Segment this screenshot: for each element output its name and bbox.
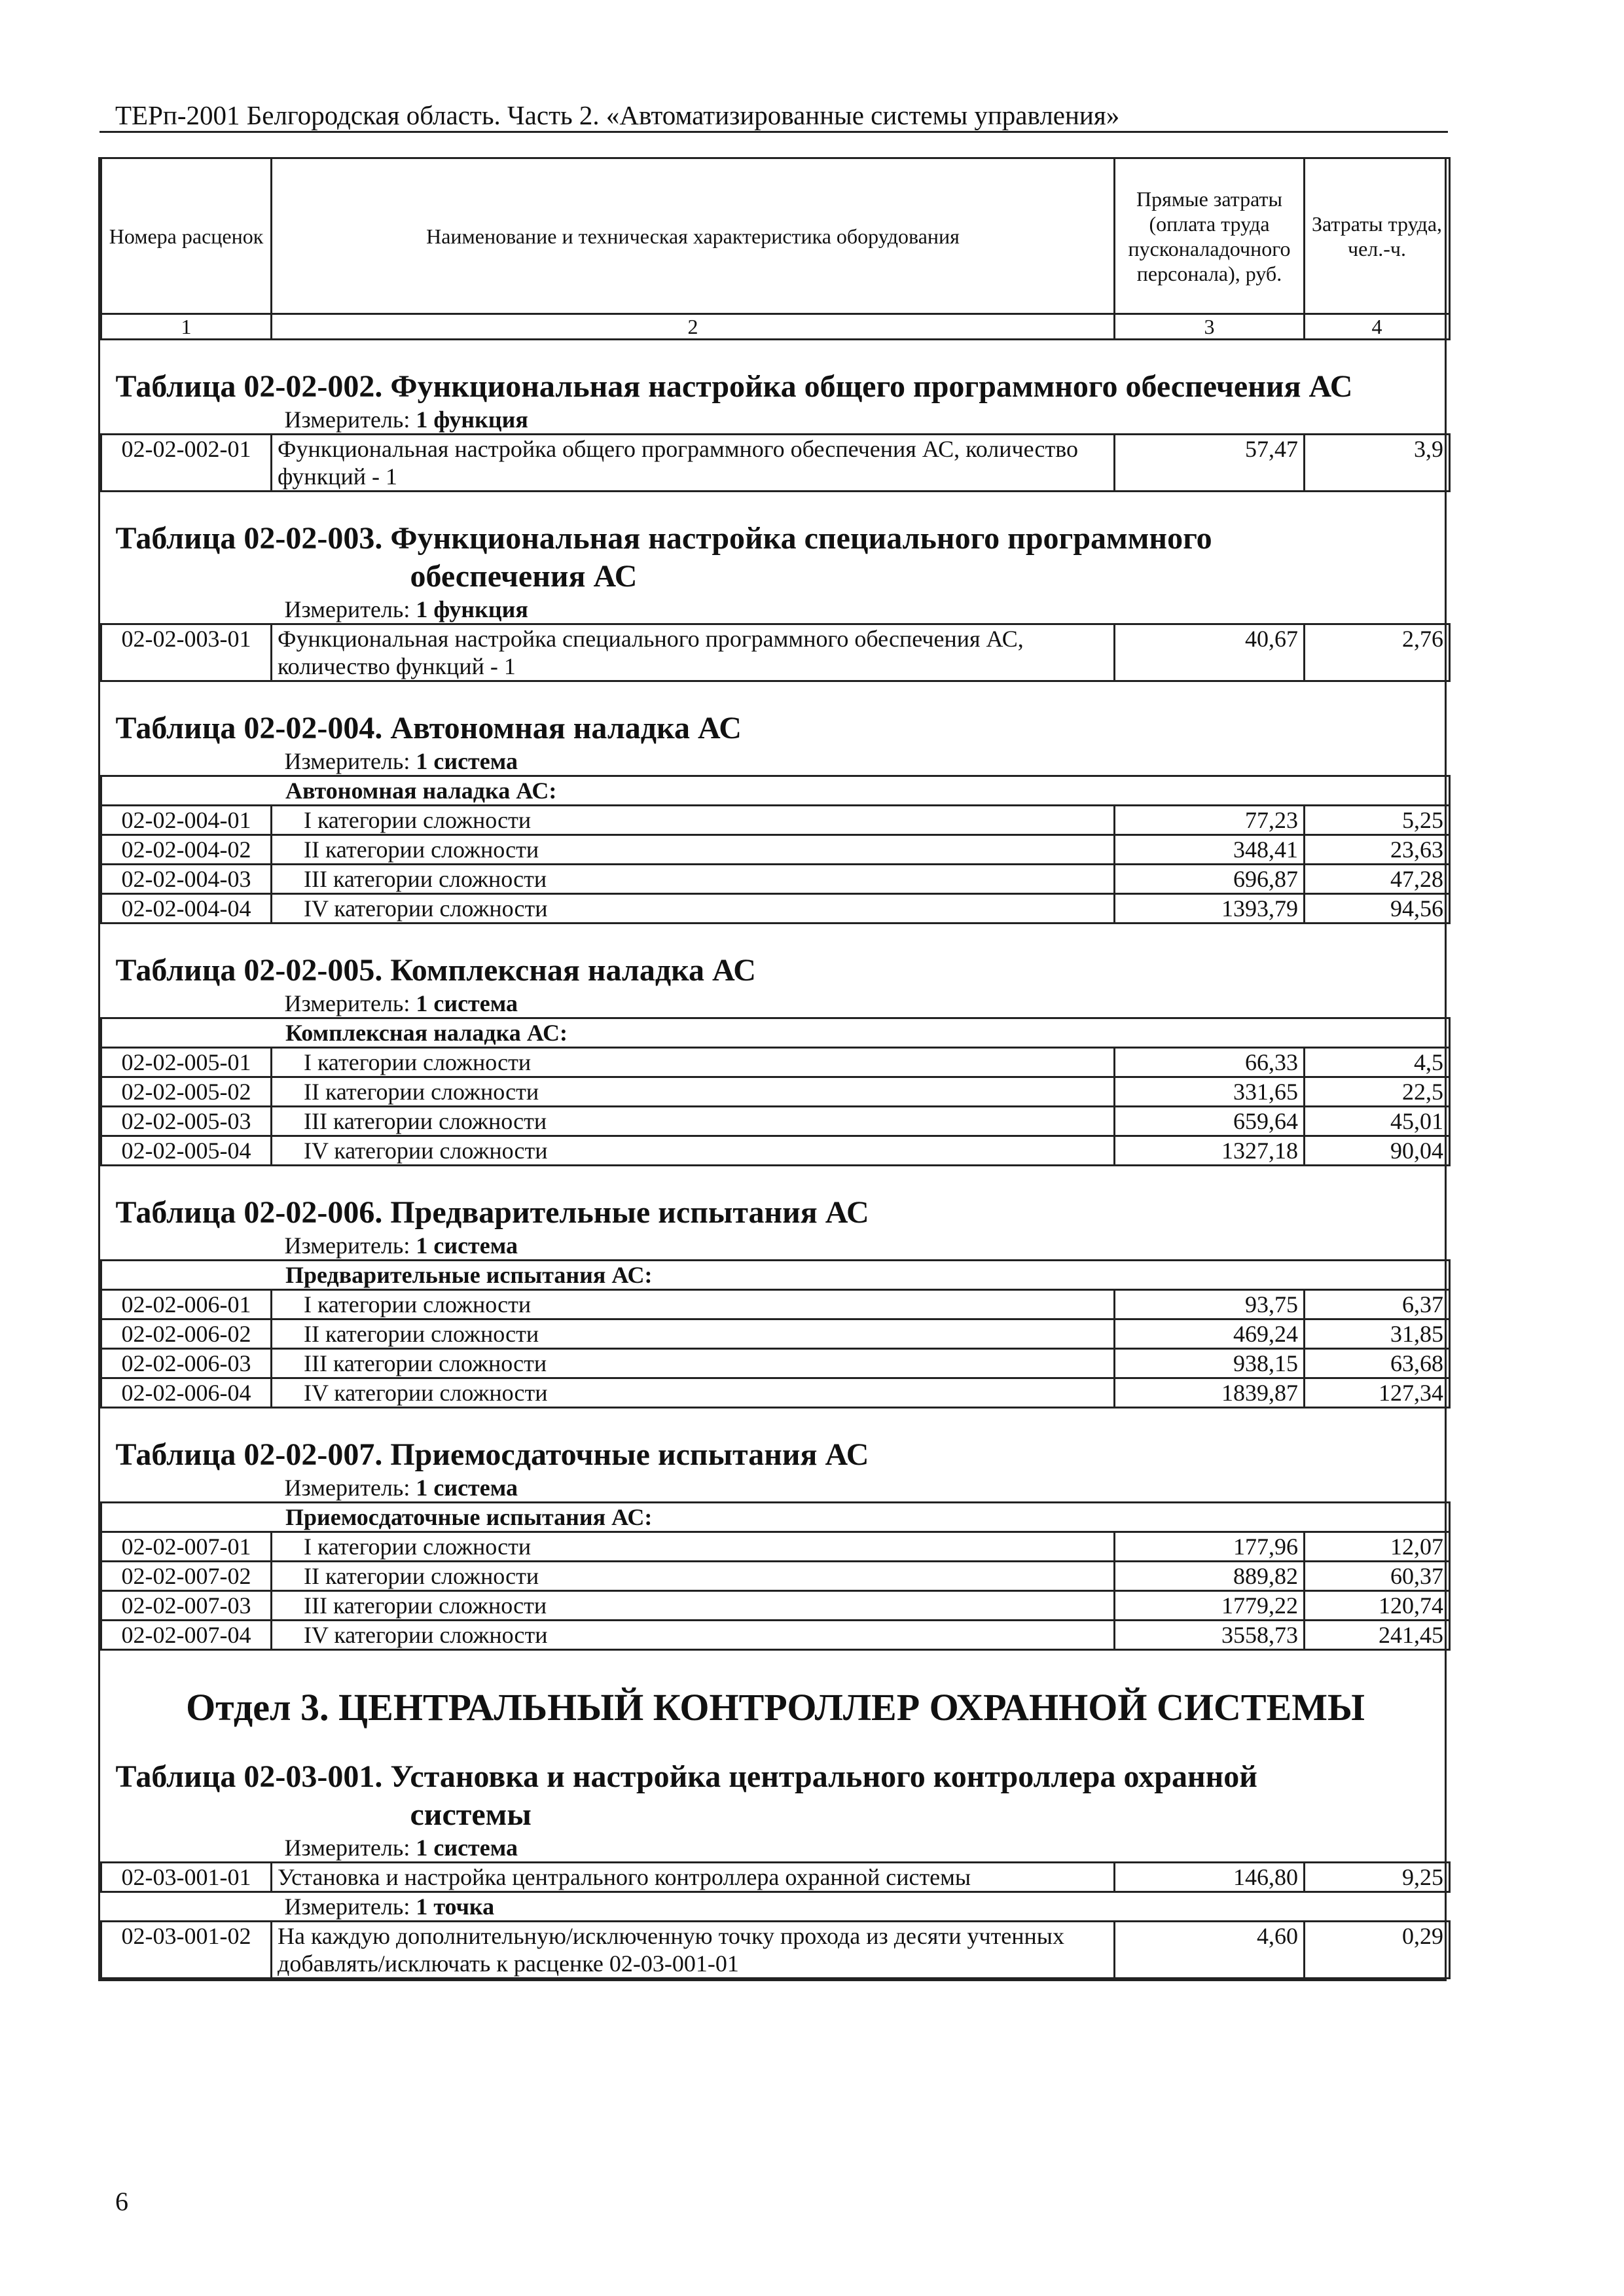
rate-code-cell: 02-02-003-01 (101, 624, 272, 681)
value-cell: 60,37 (1305, 1562, 1450, 1591)
table-row (101, 1136, 1450, 1166)
value-cell: 31,85 (1305, 1319, 1450, 1349)
measure-line (101, 1834, 1450, 1863)
name-cell: I категории сложности (272, 1048, 1115, 1077)
text-label: Измеритель: (284, 990, 410, 1016)
col-num-2: 2 (272, 314, 1115, 340)
text-label: Измеритель: (284, 1893, 410, 1920)
name-cell: I категории сложности (272, 1290, 1115, 1319)
name-cell: IV категории сложности (272, 1136, 1115, 1166)
rate-code-cell: 02-02-007-02 (101, 1562, 272, 1591)
name-cell: II категории сложности (272, 1077, 1115, 1107)
rate-code-cell: 02-02-007-04 (101, 1621, 272, 1650)
page-number: 6 (115, 2187, 128, 2216)
text-label: Измеритель: (284, 1475, 410, 1501)
table-row (101, 435, 1450, 492)
text-label: Таблица 02-02-003. Функциональная настройка специального программного (115, 521, 1212, 556)
value-cell: 3558,73 (1115, 1621, 1305, 1650)
text-label: Измеритель: (284, 406, 410, 433)
value-cell: 63,68 (1305, 1349, 1450, 1378)
value-cell: 1327,18 (1115, 1136, 1305, 1166)
table-row (101, 1562, 1450, 1591)
name-cell: I категории сложности (272, 1532, 1115, 1562)
name-cell: IV категории сложности (272, 1378, 1115, 1408)
rate-code-cell: 02-02-005-01 (101, 1048, 272, 1077)
table-title-02-02-006: Таблица 02-02-006. Предварительные испытания АС (115, 1195, 869, 1230)
table-title-02-02-003 (101, 492, 1450, 596)
text-label: 1 точка (416, 1893, 495, 1920)
col-num-3: 3 (1115, 314, 1305, 340)
document-frame (98, 157, 1447, 1981)
name-cell: На каждую дополнительную/исключенную точку прохода из десяти учтенных добавлять/исключать к расценке 02-03-001-01 (272, 1922, 1115, 1979)
rate-code-cell: 02-02-004-03 (101, 865, 272, 894)
value-cell: 9,25 (1305, 1863, 1450, 1892)
table-row (101, 865, 1450, 894)
text-label: 1 система (416, 1835, 518, 1861)
text-label: 1 функция (416, 406, 528, 433)
name-cell: II категории сложности (272, 1562, 1115, 1591)
text-label: 1 система (416, 1475, 518, 1501)
measure-line (101, 1232, 1450, 1261)
subheading: Комплексная наладка АС: (101, 1018, 1450, 1048)
table-row (101, 1319, 1450, 1349)
name-cell: Установка и настройка центрального контроллера охранной системы (272, 1863, 1115, 1892)
value-cell: 45,01 (1305, 1107, 1450, 1136)
text-label: обеспечения АС (410, 559, 638, 594)
text-label: системы (410, 1797, 532, 1832)
value-cell: 93,75 (1115, 1290, 1305, 1319)
col-labor: Затраты труда, чел.-ч. (1305, 158, 1450, 314)
value-cell: 889,82 (1115, 1562, 1305, 1591)
column-header-row (101, 158, 1450, 314)
value-cell: 47,28 (1305, 865, 1450, 894)
rates-table (100, 157, 1451, 1979)
table-title-02-02-007: Таблица 02-02-007. Приемосдаточные испытания АС (115, 1437, 869, 1472)
rate-code-cell: 02-02-004-01 (101, 806, 272, 835)
name-cell: III категории сложности (272, 1349, 1115, 1378)
name-cell: IV категории сложности (272, 1621, 1115, 1650)
table-title-02-02-002: Таблица 02-02-002. Функциональная настройка общего программного обеспечения АС (115, 369, 1353, 404)
rate-code-cell: 02-03-001-01 (101, 1863, 272, 1892)
table-row (101, 1107, 1450, 1136)
value-cell: 3,9 (1305, 435, 1450, 492)
header-rule (99, 131, 1448, 133)
measure-line (101, 1892, 1450, 1922)
table-row (101, 1591, 1450, 1621)
rate-code-cell: 02-02-007-01 (101, 1532, 272, 1562)
rate-code-cell: 02-02-006-03 (101, 1349, 272, 1378)
value-cell: 0,29 (1305, 1922, 1450, 1979)
text-label: 1 функция (416, 596, 528, 622)
name-cell: Функциональная настройка специального программного обеспечения АС, количество функций - 1 (272, 624, 1115, 681)
name-cell: I категории сложности (272, 806, 1115, 835)
table-row (101, 1077, 1450, 1107)
col-rate-number: Номера расценок (101, 158, 272, 314)
value-cell: 659,64 (1115, 1107, 1305, 1136)
name-cell: III категории сложности (272, 865, 1115, 894)
value-cell: 22,5 (1305, 1077, 1450, 1107)
table-row (101, 1922, 1450, 1979)
table-row (101, 1378, 1450, 1408)
value-cell: 696,87 (1115, 865, 1305, 894)
table-row (101, 806, 1450, 835)
value-cell: 120,74 (1305, 1591, 1450, 1621)
table-row (101, 1290, 1450, 1319)
value-cell: 12,07 (1305, 1532, 1450, 1562)
name-cell: IV категории сложности (272, 894, 1115, 924)
table-row (101, 624, 1450, 681)
rate-code-cell: 02-02-002-01 (101, 435, 272, 492)
rate-code-cell: 02-02-005-04 (101, 1136, 272, 1166)
name-cell: II категории сложности (272, 1319, 1115, 1349)
text-label: 1 система (416, 1232, 518, 1259)
value-cell: 1393,79 (1115, 894, 1305, 924)
rate-code-cell: 02-02-007-03 (101, 1591, 272, 1621)
value-cell: 127,34 (1305, 1378, 1450, 1408)
measure-line (101, 1474, 1450, 1503)
value-cell: 4,5 (1305, 1048, 1450, 1077)
page-header: ТЕРп-2001 Белгородская область. Часть 2. «Автоматизированные системы управления» (115, 100, 1120, 130)
text-label: Измеритель: (284, 1232, 410, 1259)
rate-code-cell: 02-02-005-03 (101, 1107, 272, 1136)
rate-code-cell: 02-02-004-02 (101, 835, 272, 865)
table-title-02-02-004: Таблица 02-02-004. Автономная наладка АС (115, 711, 742, 745)
name-cell: II категории сложности (272, 835, 1115, 865)
measure-line (101, 747, 1450, 776)
rate-code-cell: 02-03-001-02 (101, 1922, 272, 1979)
value-cell: 331,65 (1115, 1077, 1305, 1107)
table-row (101, 894, 1450, 924)
text-label: Таблица 02-03-001. Установка и настройка центрального контроллера охранной (115, 1759, 1257, 1794)
value-cell: 177,96 (1115, 1532, 1305, 1562)
value-cell: 94,56 (1305, 894, 1450, 924)
table-row (101, 1863, 1450, 1892)
table-title-02-03-001 (101, 1731, 1450, 1834)
rate-code-cell: 02-02-006-04 (101, 1378, 272, 1408)
table-row (101, 1048, 1450, 1077)
subheading: Автономная наладка АС: (101, 776, 1450, 806)
value-cell: 5,25 (1305, 806, 1450, 835)
table-row (101, 1532, 1450, 1562)
table-row (101, 1349, 1450, 1378)
table-title-02-02-005: Таблица 02-02-005. Комплексная наладка АС (115, 953, 756, 988)
col-num-4: 4 (1305, 314, 1450, 340)
value-cell: 241,45 (1305, 1621, 1450, 1650)
column-number-row (101, 314, 1450, 340)
department-title: Отдел 3. ЦЕНТРАЛЬНЫЙ КОНТРОЛЛЕР ОХРАННОЙ СИСТЕМЫ (186, 1686, 1365, 1729)
text-label: 1 система (416, 748, 518, 774)
value-cell: 66,33 (1115, 1048, 1305, 1077)
name-cell: III категории сложности (272, 1107, 1115, 1136)
value-cell: 77,23 (1115, 806, 1305, 835)
measure-line (101, 596, 1450, 624)
rate-code-cell: 02-02-004-04 (101, 894, 272, 924)
name-cell: III категории сложности (272, 1591, 1115, 1621)
value-cell: 348,41 (1115, 835, 1305, 865)
value-cell: 6,37 (1305, 1290, 1450, 1319)
col-name: Наименование и техническая характеристика оборудования (272, 158, 1115, 314)
value-cell: 57,47 (1115, 435, 1305, 492)
col-direct-cost: Прямые затраты (оплата труда пусконаладочного персонала), руб. (1115, 158, 1305, 314)
col-num-1: 1 (101, 314, 272, 340)
measure-line (101, 990, 1450, 1018)
value-cell: 23,63 (1305, 835, 1450, 865)
text-label: 1 система (416, 990, 518, 1016)
subheading: Предварительные испытания АС: (101, 1261, 1450, 1290)
measure-line (101, 406, 1450, 435)
value-cell: 938,15 (1115, 1349, 1305, 1378)
value-cell: 1779,22 (1115, 1591, 1305, 1621)
value-cell: 469,24 (1115, 1319, 1305, 1349)
name-cell: Функциональная настройка общего программного обеспечения АС, количество функций - 1 (272, 435, 1115, 492)
text-label: Измеритель: (284, 748, 410, 774)
value-cell: 2,76 (1305, 624, 1450, 681)
rate-code-cell: 02-02-005-02 (101, 1077, 272, 1107)
value-cell: 1839,87 (1115, 1378, 1305, 1408)
table-row (101, 1621, 1450, 1650)
value-cell: 90,04 (1305, 1136, 1450, 1166)
table-row (101, 835, 1450, 865)
rate-code-cell: 02-02-006-01 (101, 1290, 272, 1319)
value-cell: 40,67 (1115, 624, 1305, 681)
value-cell: 146,80 (1115, 1863, 1305, 1892)
value-cell: 4,60 (1115, 1922, 1305, 1979)
rate-code-cell: 02-02-006-02 (101, 1319, 272, 1349)
text-label: Измеритель: (284, 1835, 410, 1861)
text-label: Измеритель: (284, 596, 410, 622)
subheading: Приемосдаточные испытания АС: (101, 1503, 1450, 1532)
